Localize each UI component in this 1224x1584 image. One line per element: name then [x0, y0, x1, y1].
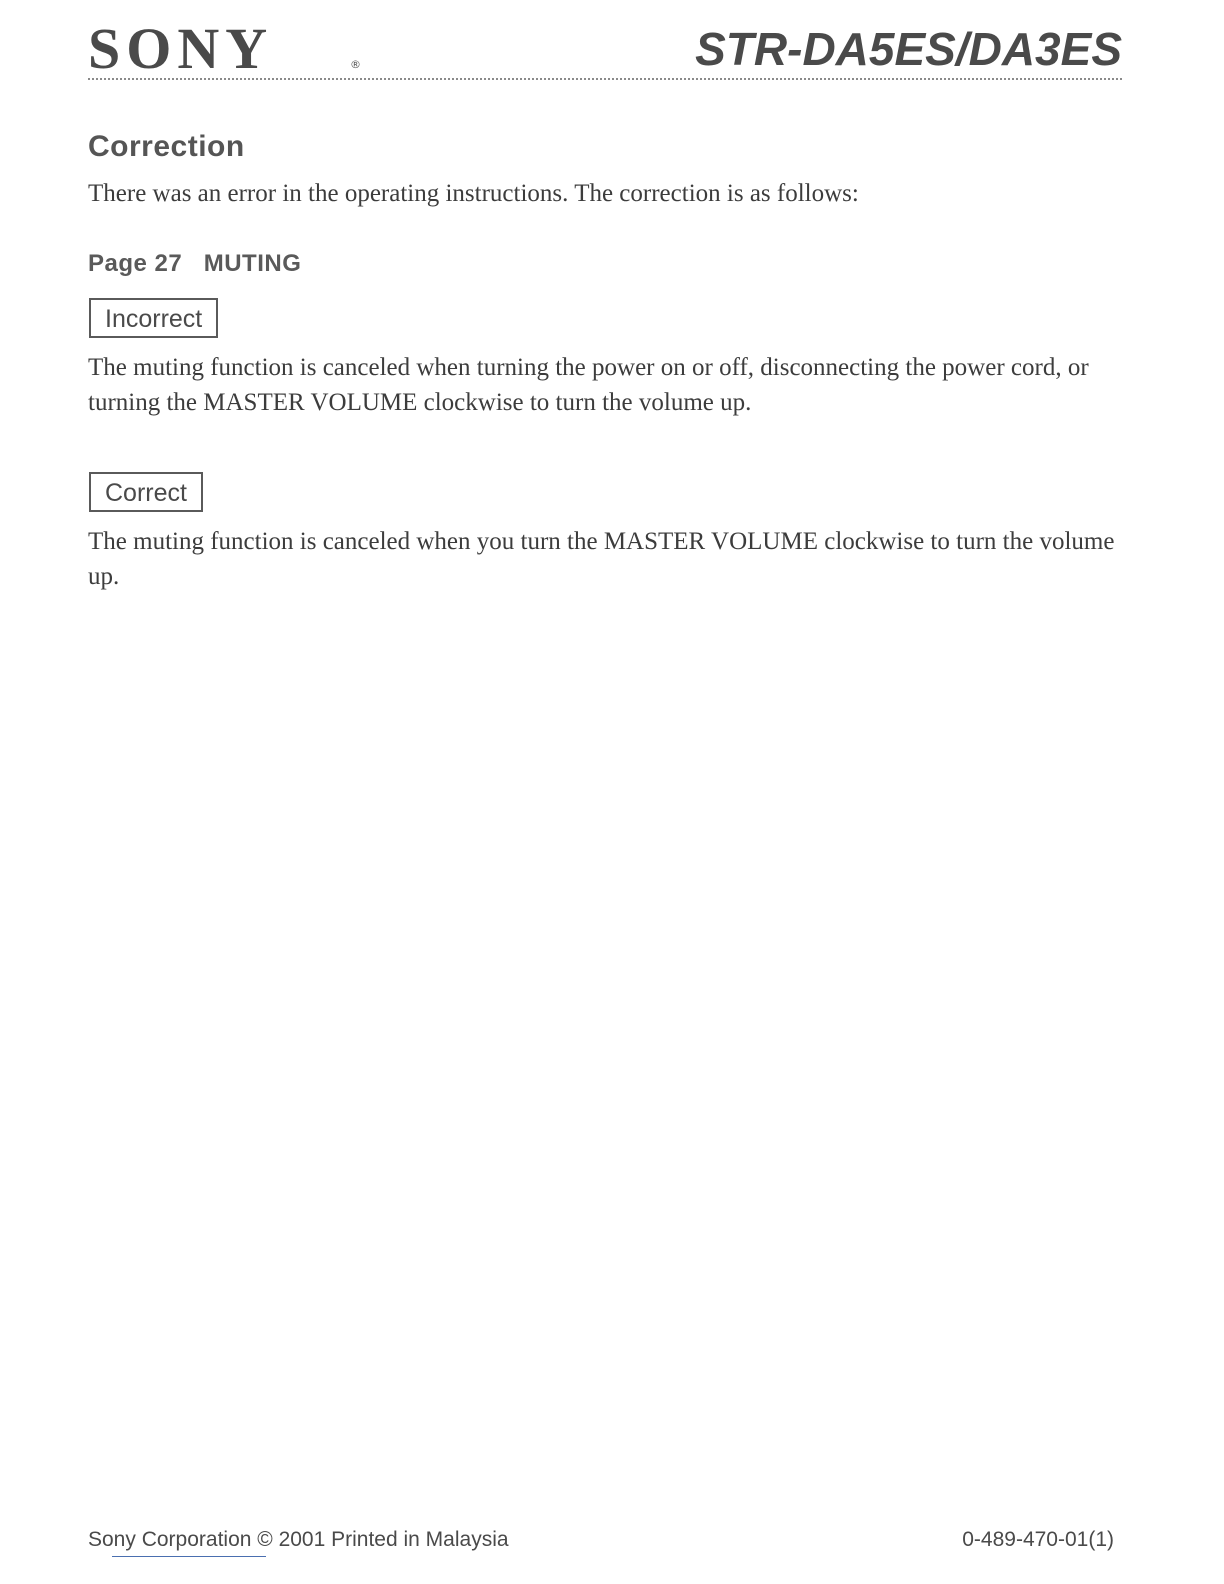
header-divider	[88, 78, 1122, 80]
page-reference: Page 27 MUTING	[88, 250, 302, 277]
registered-mark: ®	[350, 58, 361, 71]
correct-text: The muting function is canceled when you turn the MASTER VOLUME clockwise to turn the volume up.	[88, 528, 1115, 590]
intro-text: There was an error in the operating instructions. The correction is as follows:	[88, 180, 859, 207]
incorrect-text: The muting function is canceled when turning the power on or off, disconnecting the power cord, or turning the MASTER VOLUME clockwise to turn the volume up.	[88, 354, 1089, 416]
footer-part-number: 0-489-470-01(1)	[962, 1528, 1114, 1551]
footer-imprint: Sony Corporation © 2001 Printed in Malaysia	[88, 1528, 509, 1551]
section-title: Correction	[88, 130, 245, 163]
incorrect-label: Incorrect	[89, 298, 218, 338]
page-header	[88, 18, 1122, 80]
correct-label: Correct	[89, 472, 203, 512]
model-number: STR-DA5ES/DA3ES	[695, 23, 1122, 75]
footer-underline	[112, 1556, 266, 1557]
brand-logo: SONY	[88, 16, 274, 81]
